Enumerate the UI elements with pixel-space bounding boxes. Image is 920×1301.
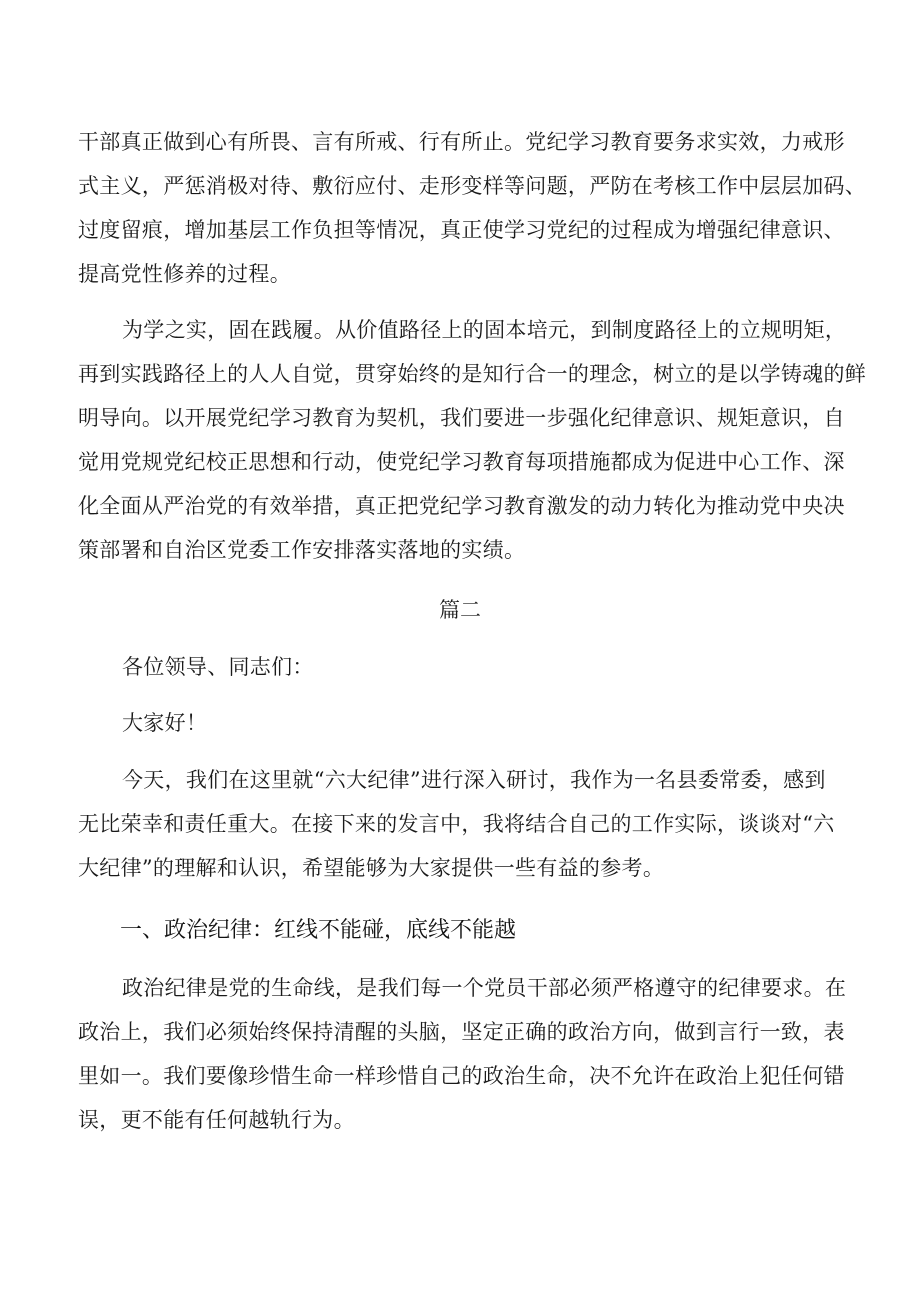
heading-political-discipline: 一、政治纪律：红线不能碰，底线不能越 [120, 918, 517, 943]
para4-line-4: 误，更不能有任何越轨行为。 [78, 1108, 355, 1132]
para3-line-1: 今天，我们在这里就“六大纪律”进行深入研讨，我作为一名县委常委，感到 [122, 768, 826, 792]
section-title: 篇二 [439, 598, 481, 622]
para2-line-6: 策部署和自治区党委工作安排落实落地的实绩。 [78, 538, 526, 562]
para2-line-5: 化全面从严治党的有效举措，真正把党纪学习教育激发的动力转化为推动党中央决 [78, 494, 845, 518]
para2-line-3: 明导向。以开展党纪学习教育为契机，我们要进一步强化纪律意识、规矩意识，自 [78, 406, 845, 430]
para4-line-3: 里如一。我们要像珍惜生命一样珍惜自己的政治生命，决不允许在政治上犯任何错 [78, 1064, 845, 1088]
para4-line-1: 政治纪律是党的生命线，是我们每一个党员干部必须严格遵守的纪律要求。在 [122, 976, 847, 1000]
para1-line-4: 提高党性修养的过程。 [78, 262, 291, 286]
para1-line-1: 干部真正做到心有所畏、言有所戒、行有所止。党纪学习教育要务求实效，力戒形 [78, 130, 845, 154]
para3-line-3: 大纪律”的理解和认识，希望能够为大家提供一些有益的参考。 [78, 856, 665, 880]
para2-line-1: 为学之实，固在践履。从价值路径上的固本培元，到制度路径上的立规明矩， [122, 318, 847, 342]
para3-line-2: 无比荣幸和责任重大。在接下来的发言中，我将结合自己的工作实际，谈谈对“六 [78, 812, 835, 836]
salutation: 各位领导、同志们： [122, 655, 314, 679]
para2-line-4: 觉用党规党纪校正思想和行动，使党纪学习教育每项措施都成为促进中心工作、深 [78, 450, 845, 474]
para4-line-2: 政治上，我们必须始终保持清醒的头脑，坚定正确的政治方向，做到言行一致，表 [78, 1020, 845, 1044]
para1-line-2: 式主义，严惩消极对待、敷衍应付、走形变样等问题，严防在考核工作中层层加码、 [78, 174, 867, 198]
para2-line-2: 再到实践路径上的人人自觉，贯穿始终的是知行合一的理念，树立的是以学铸魂的鲜 [78, 362, 867, 386]
para1-line-3: 过度留痕，增加基层工作负担等情况，真正使学习党纪的过程成为增强纪律意识、 [78, 218, 845, 242]
greeting: 大家好！ [122, 711, 208, 735]
